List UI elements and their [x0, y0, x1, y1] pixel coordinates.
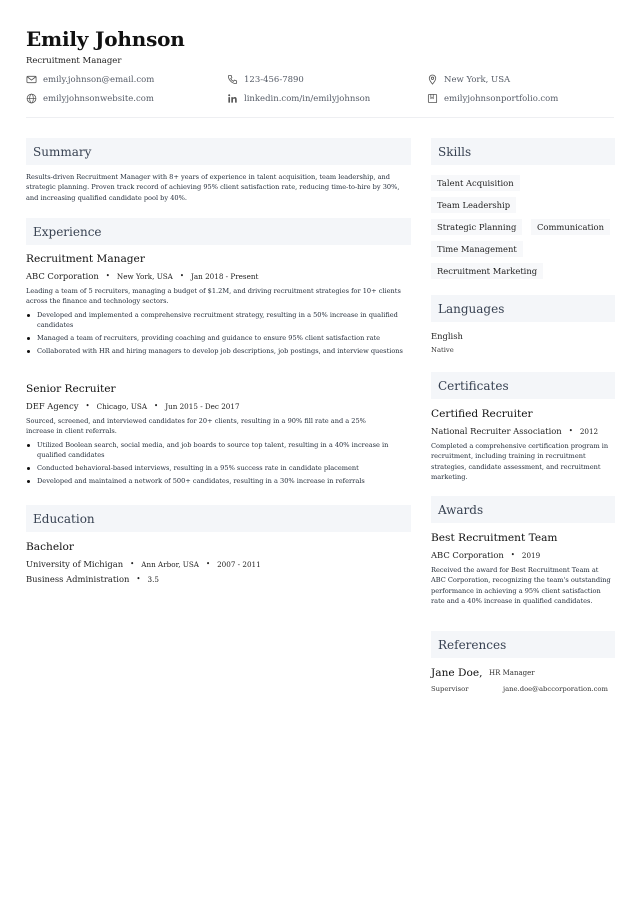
- job-bullets: [26, 310, 411, 359]
- location-icon: [427, 74, 438, 85]
- education-heading: Education: [26, 505, 411, 532]
- meta-separator: •: [154, 402, 159, 410]
- language-level: Native: [431, 346, 454, 354]
- education-field: Business Administration: [26, 574, 130, 584]
- reference-role: HR Manager: [489, 669, 535, 677]
- list-item: Managed a team of recruiters, providing coaching and guidance to ensure 95% client satisfaction rate: [26, 333, 411, 343]
- linkedin-icon: [227, 93, 238, 104]
- job-location: New York, USA: [116, 271, 173, 281]
- candidate-title: Recruitment Manager: [26, 56, 122, 66]
- list-item: Utilized Boolean search, social media, and job boards to source top talent, resulting in a 40% increase in qualified candidates: [26, 440, 411, 460]
- job-meta: [26, 271, 258, 281]
- job-meta: [26, 401, 240, 411]
- education-gpa: 3.5: [147, 574, 159, 584]
- job-dates: Jan 2018 - Present: [191, 271, 259, 281]
- certificate-title: Certified Recruiter: [431, 408, 533, 420]
- skill-chip: Team Leadership: [431, 197, 516, 213]
- meta-separator: •: [130, 560, 135, 568]
- email-icon: [26, 74, 37, 85]
- job-company: ABC Corporation: [26, 271, 99, 281]
- job-title: Senior Recruiter: [26, 383, 116, 395]
- job-description: Sourced, screened, and interviewed candidates for 20+ clients, resulting in a 90% fill rate and a 25% increase in client referrals.: [26, 417, 366, 436]
- summary-heading: Summary: [26, 138, 411, 165]
- certificates-heading: Certificates: [431, 372, 615, 399]
- job-description: Leading a team of 5 recruiters, managing a budget of $1.2M, and driving recruitment strategies for 10+ clients across the finance and technology sectors.: [26, 287, 401, 306]
- job-location: Chicago, USA: [96, 401, 148, 411]
- reference-name: Jane Doe,: [431, 667, 483, 679]
- education-school: University of Michigan: [26, 559, 124, 569]
- job-title: Recruitment Manager: [26, 253, 145, 265]
- certificate-meta: [431, 426, 598, 436]
- education-meta: [26, 559, 261, 569]
- meta-separator: •: [205, 560, 211, 568]
- references-heading: References: [431, 631, 615, 658]
- list-item: Collaborated with HR and hiring managers to develop job descriptions, job postings, and interview questions: [26, 346, 411, 356]
- certificate-year: 2012: [579, 426, 599, 436]
- skill-chip: Communication: [531, 219, 610, 235]
- meta-separator: •: [179, 272, 185, 280]
- meta-separator: •: [136, 575, 141, 583]
- certificate-description: Completed a comprehensive certification program in recruitment, including training in recruitment strategies, candidate assessment, and recruitment marketing.: [431, 442, 609, 481]
- language-name-row: [431, 331, 463, 341]
- education-dates: 2007 - 2011: [217, 559, 261, 569]
- education-degree: Bachelor: [26, 541, 74, 553]
- header-divider: [26, 117, 614, 118]
- skills-heading: Skills: [431, 138, 615, 165]
- contact-phone-text: 123-456-7890: [244, 74, 304, 85]
- contact-website-text: emilyjohnsonwebsite.com: [43, 93, 154, 104]
- candidate-name: Emily Johnson: [26, 27, 185, 51]
- portfolio-icon: [427, 93, 438, 104]
- contact-location: [427, 74, 510, 85]
- job-dates: Jun 2015 - Dec 2017: [165, 401, 240, 411]
- job-bullets: [26, 440, 411, 489]
- contact-email[interactable]: [26, 74, 154, 85]
- experience-heading: Experience: [26, 218, 411, 245]
- language-name: English: [431, 331, 463, 341]
- award-title: Best Recruitment Team: [431, 532, 558, 544]
- list-item: Developed and maintained a network of 500+ candidates, resulting in a 30% increase in referrals: [26, 476, 411, 486]
- award-year: 2019: [521, 550, 541, 560]
- list-item: Developed and implemented a comprehensive recruitment strategy, resulting in a 50% increase in qualified candidates: [26, 310, 411, 330]
- award-issuer: ABC Corporation: [431, 550, 504, 560]
- languages-heading: Languages: [431, 295, 615, 322]
- award-description: Received the award for Best Recruitment Team at ABC Corporation, recognizing the team's outstanding performance in achieving a 95% client satisfaction rate and a 40% increase in qualified candidates.: [431, 566, 611, 605]
- contact-portfolio[interactable]: [427, 93, 558, 104]
- contact-location-text: New York, USA: [444, 74, 511, 85]
- meta-separator: •: [510, 551, 515, 559]
- education-field-row: [26, 574, 159, 584]
- awards-heading: Awards: [431, 496, 615, 523]
- contact-portfolio-text: emilyjohnsonportfolio.com: [444, 93, 559, 104]
- certificate-issuer: National Recruiter Association: [431, 426, 562, 436]
- skill-chip: Talent Acquisition: [431, 175, 520, 191]
- globe-icon: [26, 93, 37, 104]
- reference-relation: Supervisor: [431, 685, 469, 693]
- contact-website[interactable]: [26, 93, 154, 104]
- reference-email[interactable]: jane.doe@abccorporation.com: [503, 685, 608, 693]
- skill-chip: Strategic Planning: [431, 219, 522, 235]
- meta-separator: •: [568, 427, 573, 435]
- job-company: DEF Agency: [26, 401, 79, 411]
- phone-icon: [227, 74, 238, 85]
- skill-chip: Time Management: [431, 241, 523, 257]
- summary-text: Results-driven Recruitment Manager with 8+ years of experience in talent acquisition, team leadership, and strategic planning. Proven track record of achieving 95% client satisfaction rate, reducing time-to-hire by 30%, and increasing qualified candidate pool by 40%.: [26, 173, 400, 202]
- contact-linkedin[interactable]: [227, 93, 370, 104]
- meta-separator: •: [85, 402, 90, 410]
- list-item: Conducted behavioral-based interviews, resulting in a 95% success rate in candidate placement: [26, 463, 411, 473]
- contact-phone[interactable]: [227, 74, 304, 85]
- award-meta: [431, 550, 540, 560]
- contact-linkedin-text: linkedin.com/in/emilyjohnson: [244, 93, 371, 104]
- education-location: Ann Arbor, USA: [141, 559, 199, 569]
- contact-email-text: emily.johnson@email.com: [43, 74, 155, 85]
- meta-separator: •: [105, 272, 110, 280]
- skill-chip: Recruitment Marketing: [431, 263, 543, 279]
